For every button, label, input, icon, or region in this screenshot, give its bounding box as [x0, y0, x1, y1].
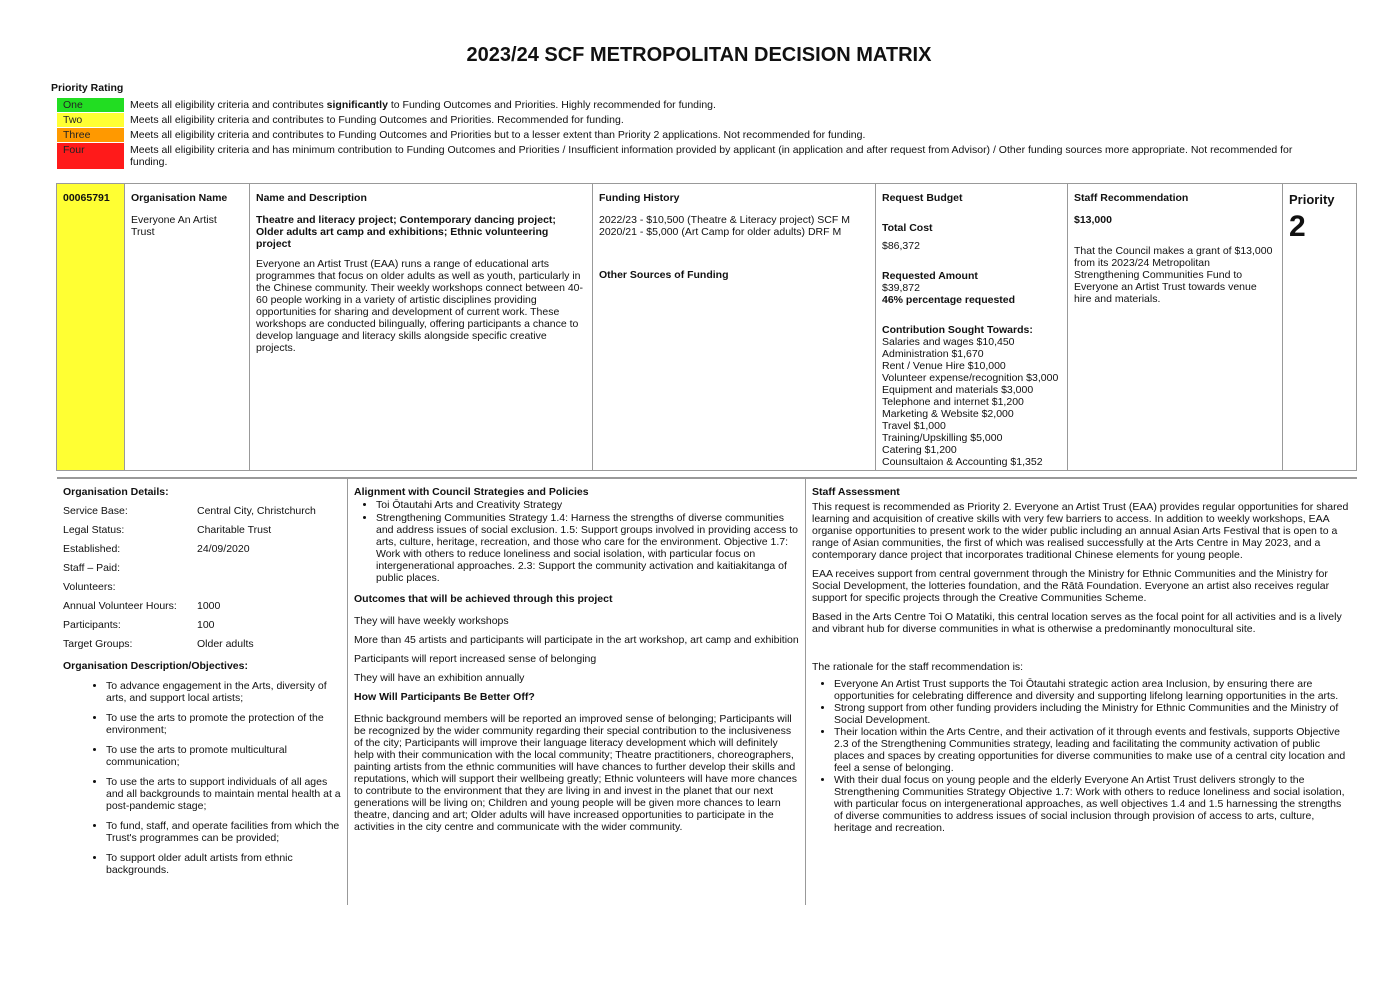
- percentage-requested: 46% percentage requested: [882, 294, 1016, 306]
- contribution-item: Counsultaion & Accounting $1,352: [882, 456, 1043, 468]
- outcome-item: They will have weekly workshops: [354, 615, 509, 627]
- detail-row: Participants: 100: [63, 619, 215, 631]
- alignment-heading: Alignment with Council Strategies and Policies: [354, 486, 589, 498]
- contribution-item: Salaries and wages $10,450: [882, 336, 1015, 348]
- detail-row: Volunteers:: [63, 581, 116, 593]
- priority-rating-row-four: [57, 143, 1310, 169]
- priority-value: 2: [1289, 210, 1306, 243]
- priority-swatch-two: Two: [57, 113, 124, 127]
- staff-recommendation-text: That the Council makes a grant of $13,000 from its 2023/24 Metropolitan Strengthening Communities Fund to Everyone an Artist Trust towards venue hire and materials.: [1074, 245, 1273, 305]
- outcome-item: Participants will report increased sense of belonging: [354, 653, 597, 665]
- detail-row: Target Groups: Older adults: [63, 638, 254, 650]
- priority-swatch-four: Four: [57, 143, 124, 169]
- objective-item: • To use the arts to support individuals of all ages and all backgrounds to maintain mental health at a post-pandemic stage;: [106, 776, 341, 812]
- priority-description-one: Meets all eligibility criteria and contributes significantly to Funding Outcomes and Priorities. Highly recommended for funding.: [130, 99, 716, 111]
- better-off-heading: How Will Participants Be Better Off?: [354, 691, 535, 703]
- contribution-item: Telephone and internet $1,200: [882, 396, 1024, 408]
- assessment-section: [57, 477, 1357, 905]
- contribution-item: Administration $1,670: [882, 348, 984, 360]
- alignment-item: • Toi Ōtautahi Arts and Creativity Strategy: [376, 499, 799, 511]
- staff-assessment-panel: [806, 479, 1357, 905]
- rationale-item: • Their location within the Arts Centre, and their activation of it through events and festivals, supports Objective 2.3 of the Strengthening Communities strategy, leading and facilitating the community activation of public places and spaces by creating opportunities for diverse communities to make use of a central city location and feel a sense of belonging.: [834, 726, 1351, 774]
- priority-description-four: Meets all eligibility criteria and has minimum contribution to Funding Outcomes and Priorities / Insufficient information provided by applicant (in application and after request from Advisor) / Other funding sources more appropriate. Not recommended for funding.: [130, 144, 1293, 168]
- assessment-paragraph: Based in the Arts Centre Toi O Matatiki, this central location serves as the focal point for all activities and is a lively and vibrant hub for diverse communities in what is otherwise a predominantly monocultural site.: [812, 611, 1342, 635]
- better-off-text: Ethnic background members will be reported an improved sense of belonging; Participants will be recognized by the wider community regarding their special contribution to the inclusiveness of the city; Participants will improve their language literacy development which will definitely help with their communication with the local community; Theatre practitioners, choreographers, painting artists from the ethnic communities will have chances to further develop their skills and reputations, which will support their wellbeing greatly; Ethnic volunteers will have more chances to contribute to the environment that they are living in and invest in the planet that our next generations will be living on; Children and young people will be given more chances to learn theatre, dancing and art; Older adults will have increased opportunities to participate in the activities in the city centre and communicate with the wider community.: [354, 713, 797, 833]
- requested-amount-label: Requested Amount: [882, 270, 978, 282]
- organisation-name-cell: [125, 184, 250, 470]
- organisation-details-heading: Organisation Details:: [63, 486, 169, 498]
- funding-history-header: Funding History: [599, 192, 680, 204]
- rationale-list: [834, 678, 1351, 834]
- requested-amount-value: $39,872: [882, 282, 920, 294]
- alignment-item: • Strengthening Communities Strategy 1.4: Harness the strengths of diverse communities and address issues of social exclusion. 1.5: Support groups involved in providing access to arts, culture, heritage, recreation, and those who care for the environment. Objective 1.7: Work with others to reduce loneliness and social isolation, with particular focus on intergenerational approaches. 2.3: Support the community activation and kaitiakitanga of public places.: [376, 512, 799, 584]
- funding-history-item: 2020/21 - $5,000 (Art Camp for older adults) DRF M: [599, 226, 842, 238]
- priority-cell: [1283, 184, 1356, 470]
- objective-item: • To support older adult artists from ethnic backgrounds.: [106, 852, 341, 876]
- contribution-item: Travel $1,000: [882, 420, 946, 432]
- priority-rating-row-three: [57, 128, 1310, 142]
- priority-rating-heading: Priority Rating: [51, 82, 124, 94]
- objective-item: • To advance engagement in the Arts, diversity of arts, and support local artists;: [106, 680, 341, 704]
- detail-row: Established: 24/09/2020: [63, 543, 250, 555]
- contribution-item: Training/Upskilling $5,000: [882, 432, 1003, 444]
- objective-item: • To use the arts to promote multicultural communication;: [106, 744, 341, 768]
- priority-header: Priority: [1289, 192, 1335, 207]
- outcome-item: They will have an exhibition annually: [354, 672, 525, 684]
- priority-description-two: Meets all eligibility criteria and contributes to Funding Outcomes and Priorities. Recommended for funding.: [130, 114, 624, 126]
- priority-description-three: Meets all eligibility criteria and contributes to Funding Outcomes and Priorities but to a lesser extent than Priority 2 applications. Not recommended for funding.: [130, 129, 866, 141]
- priority-rating-row-two: [57, 113, 1310, 127]
- application-table: [56, 183, 1357, 471]
- organisation-details-panel: [57, 479, 348, 905]
- alignment-panel: [348, 479, 806, 905]
- other-sources-header: Other Sources of Funding: [599, 269, 729, 281]
- application-id-cell: [57, 184, 125, 470]
- staff-recommendation-amount: $13,000: [1074, 214, 1112, 226]
- staff-recommendation-cell: [1068, 184, 1283, 470]
- alignment-list: [376, 499, 799, 584]
- organisation-name: Everyone An Artist Trust: [131, 214, 217, 238]
- request-budget-header: Request Budget: [882, 192, 963, 204]
- assessment-paragraph: EAA receives support from central government through the Ministry for Ethnic Communities and the Ministry for Social Development, the lotteries foundation, and the Rātā Foundation. Everyone an artist also receives regular support for specific projects through the Creative Communities Scheme.: [812, 568, 1330, 604]
- objective-item: • To use the arts to promote the protection of the environment;: [106, 712, 341, 736]
- outcomes-heading: Outcomes that will be achieved through this project: [354, 593, 613, 605]
- project-description: Everyone an Artist Trust (EAA) runs a range of educational arts programmes that focus on older adults as well as youth, particularly in the Chinese community. Their weekly workshops connect between 40-60 people working in a variety of artistic disciplines providing opportunities for sharing and development of current work. These workshops are conducted bilingually, offering participants a chance to develop language and literacy skills alongside specific creative projects.: [256, 258, 584, 354]
- outcome-item: More than 45 artists and participants will participate in the art workshop, art camp and exhibition: [354, 634, 799, 646]
- rationale-item: • With their dual focus on young people and the elderly Everyone An Artist Trust delivers strongly to the Strengthening Communities Strategy Objective 1.7: Work with others to reduce loneliness and social isolation, with particular focus on intergenerational approaches, as well objectives 1.4 and 1.5 harnessing the strengths of diverse communities to address issues of social inclusion through provision of access to arts, culture, heritage and recreation.: [834, 774, 1351, 834]
- priority-rating-row-one: [57, 98, 1310, 112]
- page-title: 2023/24 SCF METROPOLITAN DECISION MATRIX: [466, 44, 932, 66]
- detail-row: Legal Status: Charitable Trust: [63, 524, 272, 536]
- funding-history-item: 2022/23 - $10,500 (Theatre & Literacy project) SCF M: [599, 214, 850, 226]
- contribution-label: Contribution Sought Towards:: [882, 324, 1033, 336]
- contribution-item: Volunteer expense/recognition $3,000: [882, 372, 1059, 384]
- objectives-list: [106, 680, 341, 876]
- organisation-name-header: Organisation Name: [131, 192, 228, 204]
- name-description-header: Name and Description: [256, 192, 367, 204]
- priority-swatch-one: One: [57, 98, 124, 112]
- application-id: 00065791: [63, 192, 110, 204]
- total-cost-value: $86,372: [882, 240, 920, 252]
- detail-row: Annual Volunteer Hours: 1000: [63, 600, 221, 612]
- detail-row: Service Base: Central City, Christchurch: [63, 505, 316, 517]
- contribution-item: Equipment and materials $3,000: [882, 384, 1034, 396]
- name-description-cell: [250, 184, 593, 470]
- contribution-item: Rent / Venue Hire $10,000: [882, 360, 1006, 372]
- detail-row: Staff – Paid:: [63, 562, 121, 574]
- project-title: Theatre and literacy project; Contemporary dancing project; Older adults art camp and exhibitions; Ethnic volunteering project: [256, 214, 556, 250]
- objective-item: • To fund, staff, and operate facilities from which the Trust's programmes can be provided;: [106, 820, 341, 844]
- rationale-item: • Everyone An Artist Trust supports the Toi Ōtautahi strategic action area Inclusion, by ensuring there are opportunities for celebrating difference and diversity and supporting lifelong learning opportunities in the arts.: [834, 678, 1351, 702]
- rationale-intro: The rationale for the staff recommendation is:: [812, 661, 1024, 673]
- contribution-item: Catering $1,200: [882, 444, 957, 456]
- assessment-paragraph: This request is recommended as Priority 2. Everyone an Artist Trust (EAA) provides regular opportunities for shared learning and acquisition of creative skills with very few barriers to access. In addition to weekly workshops, EAA organise opportunities to present work to the wider public including an annual Asian Arts Festival that is open to a range of Asian communities, the first of which was realised successfully at the Arts Centre in May 2023, and a contemporary dance project that incorporates traditional Chinese elements for young people.: [812, 501, 1349, 561]
- total-cost-label: Total Cost: [882, 222, 933, 234]
- objectives-heading: Organisation Description/Objectives:: [63, 660, 248, 672]
- rationale-item: • Strong support from other funding providers including the Ministry for Ethnic Communities and the Ministry of Social Development.: [834, 702, 1351, 726]
- request-budget-cell: [876, 184, 1068, 470]
- staff-recommendation-header: Staff Recommendation: [1074, 192, 1189, 204]
- staff-assessment-heading: Staff Assessment: [812, 486, 900, 498]
- funding-history-cell: [593, 184, 876, 470]
- contribution-item: Marketing & Website $2,000: [882, 408, 1014, 420]
- priority-swatch-three: Three: [57, 128, 124, 142]
